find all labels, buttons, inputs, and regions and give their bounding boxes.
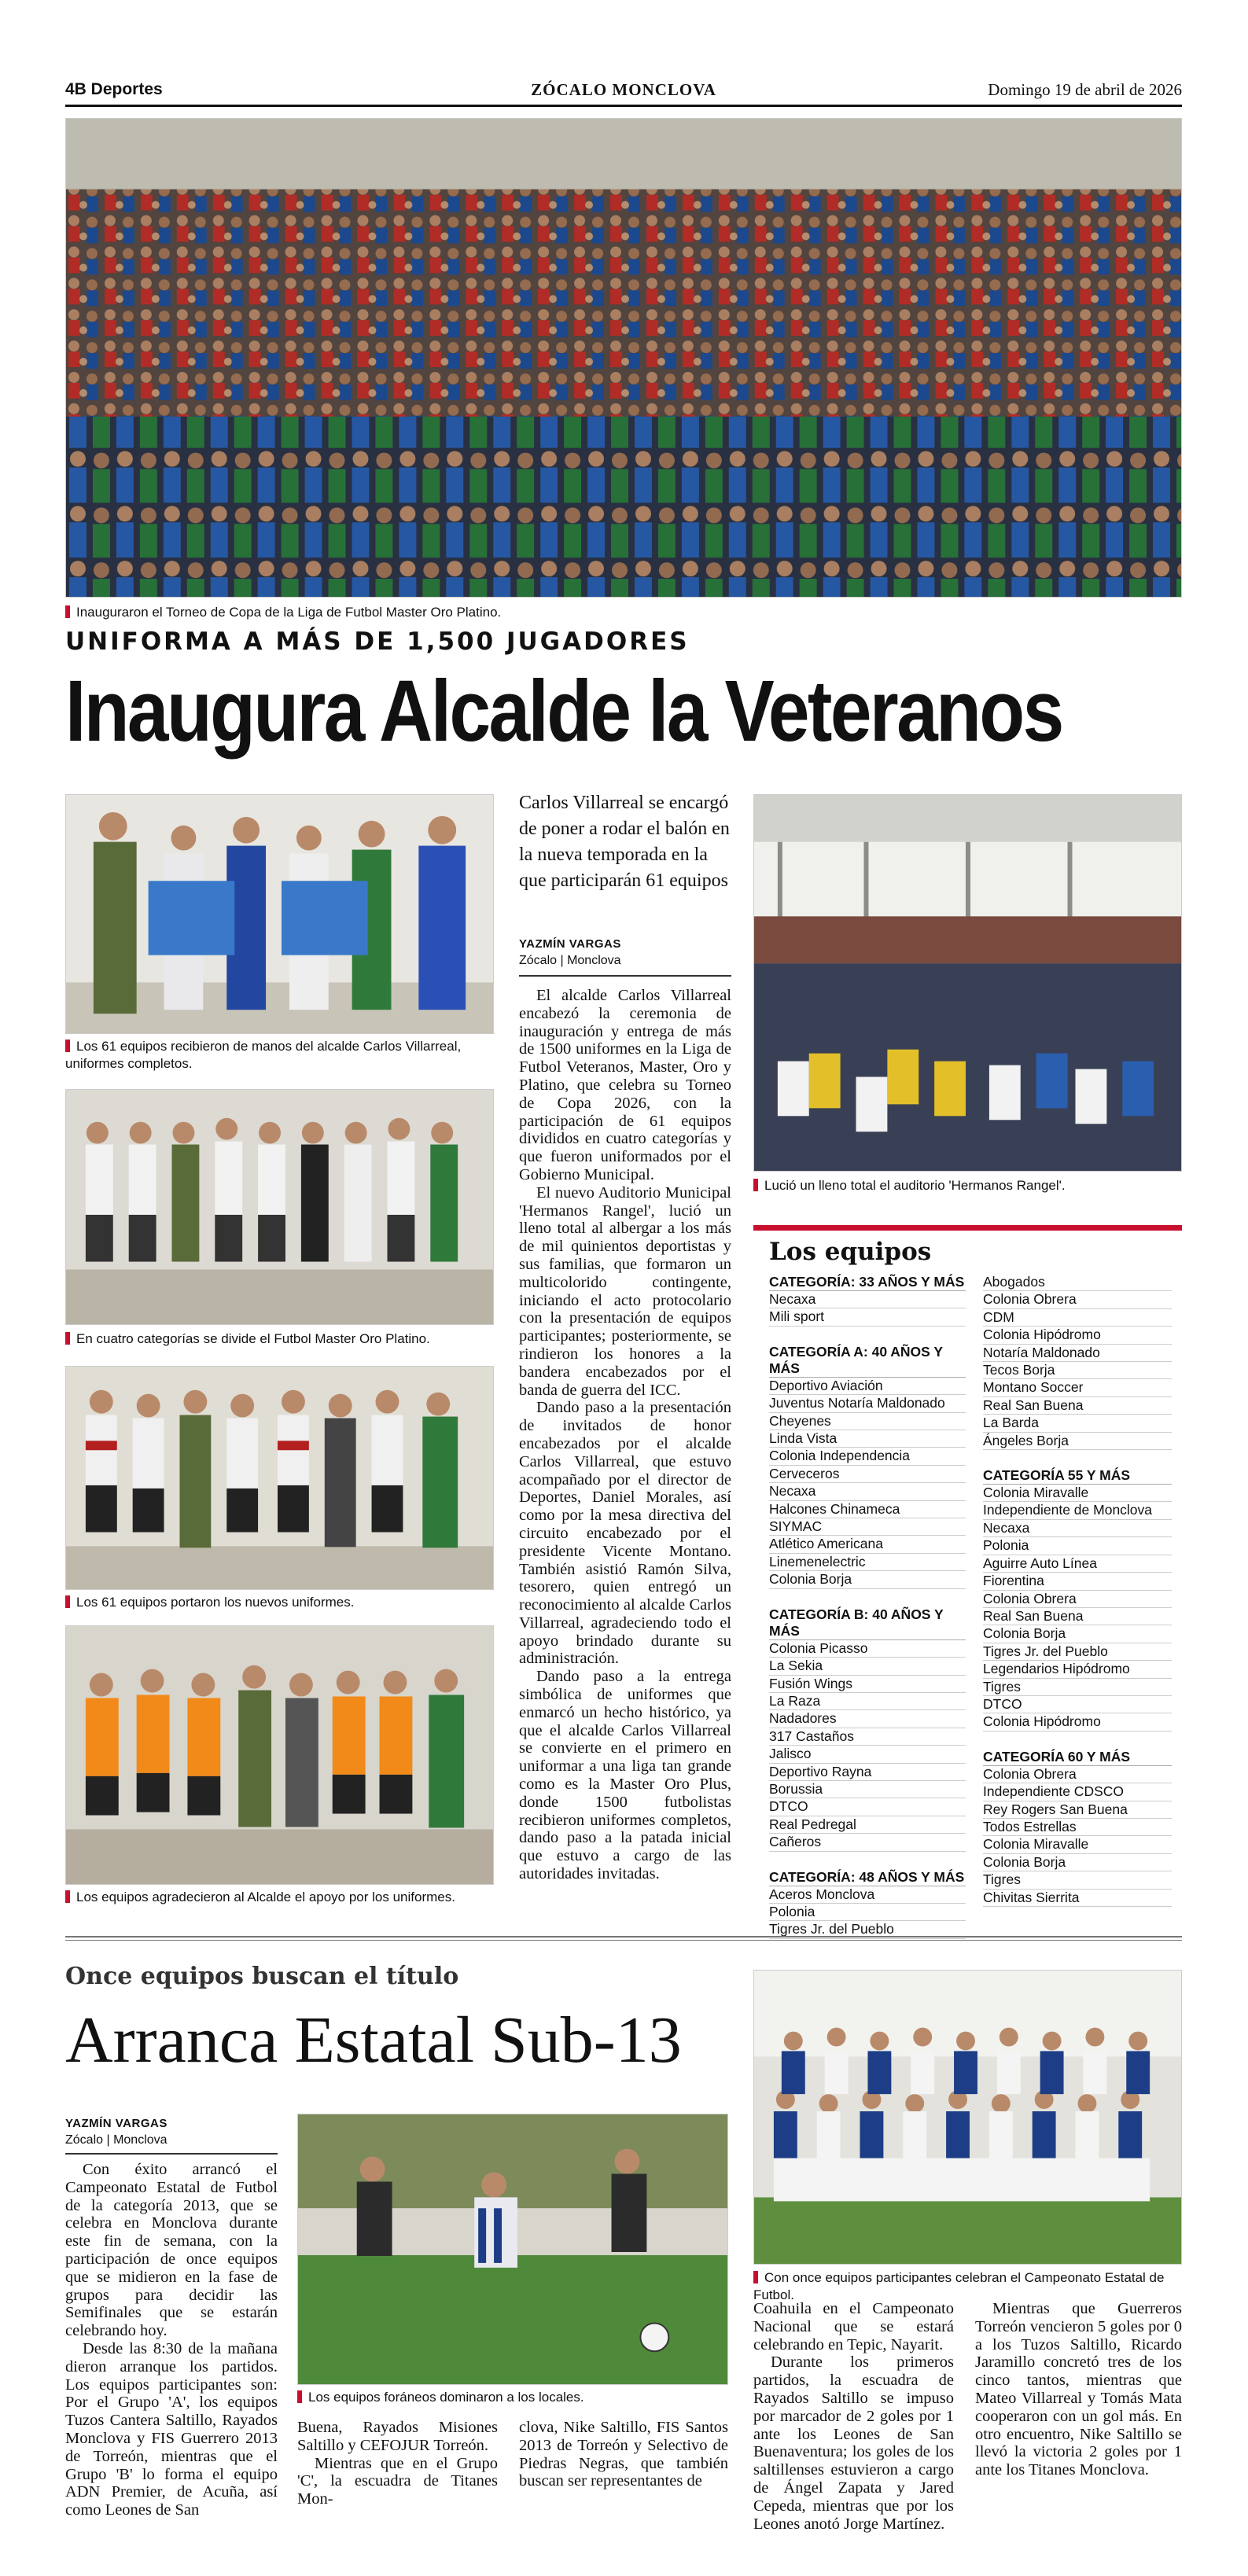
section-divider	[65, 1936, 1182, 1941]
team-item: Colonia Hipódromo	[983, 1713, 1172, 1731]
team-item: Juventus Notaría Maldonado	[769, 1395, 966, 1412]
story-body	[519, 987, 731, 1883]
story-deck: Carlos Villarreal se encargó de poner a rodar el balón en la nueva temporada en la que participarán 61 equipos	[519, 793, 730, 891]
team-item: Necaxa	[769, 1483, 966, 1500]
paragraph: Dando paso a la presentación de invitados de honor encabezados por el alcalde Carlos Villarreal, que estuvo acompañado por el director de Deportes, Daniel Morales, así como por la mesa directiva del circuito encabezado por el presidente Vicente Montano. También asistió Ramón Silva, tesorero, quien entregó un reconocimiento al alcalde Carlos Villarreal, agradeciendo todo el apoyo brindado durante su administración.	[519, 1399, 731, 1668]
team-item: La Sekia	[769, 1658, 966, 1675]
photo-caption-3	[65, 1594, 494, 1611]
story2-col2	[297, 2419, 498, 2508]
team-item: La Barda	[983, 1415, 1172, 1432]
team-group-photo-2	[65, 1366, 494, 1590]
issue-date: Domingo 19 de abril de 2026	[988, 80, 1182, 99]
story2-col1	[65, 2161, 278, 2519]
story2-col5	[975, 2300, 1182, 2479]
team-item: Polonia	[769, 1904, 966, 1921]
byline-source: Zócalo | Monclova	[65, 2133, 168, 2147]
team-item: SIYMAC	[769, 1518, 966, 1536]
caption-text: Inauguraron el Torneo de Copa de la Liga de Futbol Master Oro Platino.	[76, 605, 502, 620]
story2-headline: Arranca Estatal Sub-13	[65, 2004, 682, 2077]
caption-text: Los 61 equipos portaron los nuevos uniformes.	[76, 1595, 355, 1610]
team-item: Notaría Maldonado	[983, 1345, 1172, 1362]
team-item: Jalisco	[769, 1746, 966, 1763]
team-item: Independiente CDSCO	[983, 1783, 1172, 1801]
team-item: Colonia Borja	[983, 1854, 1172, 1871]
story2-kicker: Once equipos buscan el título	[65, 1963, 459, 1990]
team-item: Necaxa	[769, 1291, 966, 1308]
team-item: La Raza	[769, 1693, 966, 1710]
team-item: Real Pedregal	[769, 1816, 966, 1834]
section-label: 4B Deportes	[65, 80, 163, 98]
team-item: 317 Castaños	[769, 1728, 966, 1746]
running-head	[65, 79, 1182, 107]
team-item: Polonia	[983, 1537, 1172, 1555]
teams-column-a	[769, 1274, 966, 1939]
team-item: Colonia Borja	[983, 1625, 1172, 1643]
paragraph: Mientras que Guerreros Torreón vencieron 5 goles por 0 a los Tuzos Saltillo, Ricardo Jaramillo concretó tres de los cinco tantos, mientras que Mateo Villarreal y Tomás Mata cooperaron con un gol más. En otro encuentro, Nike Saltillo se llevó la victoria 2 goles por 1 ante los Titanes Monclova.	[975, 2300, 1182, 2479]
team-item: Aguirre Auto Línea	[983, 1555, 1172, 1573]
caption-text: Los equipos agradecieron al Alcalde el apoyo por los uniformes.	[76, 1890, 455, 1904]
team-item: Nadadores	[769, 1710, 966, 1728]
team-item: Real San Buena	[983, 1397, 1172, 1415]
photo-caption-5	[753, 1177, 1182, 1194]
teams-box-topbar	[753, 1225, 1182, 1231]
team-item: Tigres Jr. del Pueblo	[983, 1643, 1172, 1661]
team-item: DTCO	[983, 1696, 1172, 1713]
team-item: Atlético Americana	[769, 1536, 966, 1553]
paragraph: Con éxito arrancó el Campeonato Estatal de Futbol de la categoría 2013, que se celebra en Monclova durante este fin de semana, con la participación de once equipos que se midieron en la fase de grupos para decidir las Semifinales que se estarán celebrando hoy.	[65, 2161, 278, 2340]
byline-author: YAZMÍN VARGAS	[65, 2117, 168, 2130]
photo-caption-4	[65, 1889, 494, 1906]
byline-rule	[519, 975, 731, 977]
team-item: DTCO	[769, 1798, 966, 1816]
team-group-photo-3	[65, 1625, 494, 1885]
team-item: Cerveceros	[769, 1466, 966, 1483]
team-item: Colonia Borja	[769, 1571, 966, 1588]
team-item: Colonia Obrera	[983, 1291, 1172, 1308]
team-item: Todos Estrellas	[983, 1819, 1172, 1836]
paragraph: Dando paso a la entrega simbólica de uniformes que enmarcó un hecho histórico, ya que el alcalde Carlos Villarreal se convierte en el primero en uniformar a una liga tan grande como es la Master Oro Plus, donde 1500 futbolistas recibieron uniformes completos, dando paso a la patada inicial que estuvo a cargo de las autoridades invitadas.	[519, 1668, 731, 1883]
team-item: Linda Vista	[769, 1430, 966, 1448]
paragraph: Buena, Rayados Misiones Saltillo y CEFOJUR Torreón.	[297, 2419, 498, 2454]
team-item: Abogados	[983, 1274, 1172, 1291]
category-heading: CATEGORÍA 60 Y MÁS	[983, 1746, 1172, 1766]
paragraph: Mientras que en el Grupo 'C', la escuadra de Titanes Mon-	[297, 2454, 498, 2508]
story2-col3	[519, 2419, 728, 2490]
team-item: Deportivo Rayna	[769, 1764, 966, 1781]
caption-marker	[65, 1595, 70, 1608]
team-item: Colonia Miravalle	[983, 1836, 1172, 1853]
caption-text: Los 61 equipos recibieron de manos del alcalde Carlos Villarreal, uniformes completos.	[65, 1039, 462, 1071]
match-action-photo	[297, 2114, 728, 2385]
paragraph: clova, Nike Saltillo, FIS Santos 2013 de Torreón y Selectivo de Piedras Negras, que también buscan ser representantes de	[519, 2419, 728, 2490]
caption-marker	[297, 2390, 302, 2403]
caption-marker	[65, 1040, 70, 1052]
team-item: Mili sport	[769, 1308, 966, 1326]
byline-author: YAZMÍN VARGAS	[519, 937, 621, 951]
team-item: Tecos Borja	[983, 1362, 1172, 1379]
story-kicker: UNIFORMA A MÁS DE 1,500 JUGADORES	[65, 627, 690, 656]
paragraph: Coahuila en el Campeonato Nacional que se estará celebrando en Tepic, Nayarit.	[753, 2300, 954, 2353]
newspaper-name: ZÓCALO MONCLOVA	[531, 80, 716, 99]
team-item: CDM	[983, 1309, 1172, 1327]
team-item: Montano Soccer	[983, 1379, 1172, 1397]
team-item: Fiorentina	[983, 1573, 1172, 1590]
team-item: Cañeros	[769, 1834, 966, 1851]
team-item: Independiente de Monclova	[983, 1502, 1172, 1519]
photo-caption-7	[753, 2269, 1182, 2304]
caption-marker	[65, 1332, 70, 1345]
caption-marker	[65, 605, 70, 618]
team-item: Borussia	[769, 1781, 966, 1798]
team-item: Tigres Jr. del Pueblo	[769, 1921, 966, 1938]
category-heading: CATEGORÍA: 48 AÑOS Y MÁS	[769, 1866, 966, 1886]
team-item: Linemenelectric	[769, 1554, 966, 1571]
caption-text: Lució un lleno total el auditorio 'Hermanos Rangel'.	[764, 1178, 1066, 1193]
team-item: Aceros Monclova	[769, 1886, 966, 1904]
photo-caption-6	[297, 2389, 728, 2406]
team-item: Rey Rogers San Buena	[983, 1801, 1172, 1819]
team-celebration-photo	[753, 1970, 1182, 2265]
team-group-photo-1	[65, 1089, 494, 1325]
team-item: Colonia Miravalle	[983, 1485, 1172, 1502]
photo-caption-1	[65, 1038, 494, 1073]
team-item: Ángeles Borja	[983, 1433, 1172, 1450]
uniform-delivery-photo	[65, 794, 494, 1034]
crowd-photo	[65, 118, 1182, 598]
teams-box-title: Los equipos	[769, 1238, 932, 1266]
paragraph: Desde las 8:30 de la mañana dieron arranque los partidos. Los equipos participantes son: Por el Grupo 'A', los equipos Tuzos Cantera Saltillo, Rayados Monclova y FIS Guerrero 2013 de Torreón, mientras que el Grupo 'B' lo forma el equipo ADN Premier, de Acuña, así como Leones de San	[65, 2339, 278, 2519]
team-item: Halcones Chinameca	[769, 1501, 966, 1518]
team-item: Colonia Independencia	[769, 1448, 966, 1465]
teams-column-b	[983, 1274, 1172, 1907]
team-item: Colonia Obrera	[983, 1766, 1172, 1783]
caption-marker	[65, 1890, 70, 1903]
team-item: Real San Buena	[983, 1608, 1172, 1625]
caption-marker	[753, 2271, 758, 2283]
story-headline: Inaugura Alcalde la Veteranos	[65, 663, 1062, 760]
paragraph: Durante los primeros partidos, la escuadra de Rayados Saltillo se impuso por marcador de 2 goles por 1 ante los Leones de San Buenaventura; los goles de los saltillenses estuvieron a cargo de Ángel Zapata y Jared Cepeda, mientras que por los Leones anotó Jorge Martínez.	[753, 2353, 954, 2533]
team-item: Colonia Hipódromo	[983, 1327, 1172, 1344]
photo-caption-2	[65, 1330, 494, 1348]
category-heading: CATEGORÍA: 33 AÑOS Y MÁS	[769, 1274, 965, 1290]
category-heading: CATEGORÍA A: 40 AÑOS Y MÁS	[769, 1341, 966, 1378]
main-photo-caption	[65, 604, 1182, 621]
byline-source: Zócalo | Monclova	[519, 954, 621, 967]
team-item: Fusión Wings	[769, 1676, 966, 1693]
caption-marker	[753, 1179, 758, 1191]
paragraph: El nuevo Auditorio Municipal 'Hermanos Rangel', lució un lleno total al albergar a los más de mil quinientos deportistas y sus familias, que formaron un multicolorido contingente, iniciando el acto protocolario con la presentación de equipos participantes; posteriormente, se rindieron los honores a la bandera encabezados por el banda de guerra del ICC.	[519, 1183, 731, 1399]
team-item: Necaxa	[983, 1520, 1172, 1537]
team-item: Chivitas Sierrita	[983, 1890, 1172, 1907]
team-item: Colonia Picasso	[769, 1640, 966, 1658]
team-item: Deportivo Aviación	[769, 1378, 966, 1395]
team-item: Legendarios Hipódromo	[983, 1661, 1172, 1678]
category-heading: CATEGORÍA 55 Y MÁS	[983, 1464, 1172, 1485]
team-item: Tigres	[983, 1679, 1172, 1696]
caption-text: Con once equipos participantes celebran el Campeonato Estatal de Futbol.	[753, 2270, 1165, 2302]
caption-text: En cuatro categorías se divide el Futbol Master Oro Platino.	[76, 1331, 430, 1346]
caption-text: Los equipos foráneos dominaron a los locales.	[308, 2390, 584, 2405]
paragraph: El alcalde Carlos Villarreal encabezó la ceremonia de inauguración y entrega de más de 1500 uniformes en la Liga de Futbol Veteranos, Master, Oro y Platino, que celebra su Torneo de Copa 2026, con la participación de 61 equipos divididos en cuatro categorías y que fueron uniformados por el Gobierno Municipal.	[519, 987, 731, 1183]
byline-rule	[65, 2153, 278, 2155]
category-heading: CATEGORÍA B: 40 AÑOS Y MÁS	[769, 1603, 966, 1640]
team-item: Tigres	[983, 1871, 1172, 1889]
auditorium-photo	[753, 794, 1182, 1172]
story2-col4	[753, 2300, 954, 2533]
team-item: Cheyenes	[769, 1413, 966, 1430]
team-item: Colonia Obrera	[983, 1591, 1172, 1608]
